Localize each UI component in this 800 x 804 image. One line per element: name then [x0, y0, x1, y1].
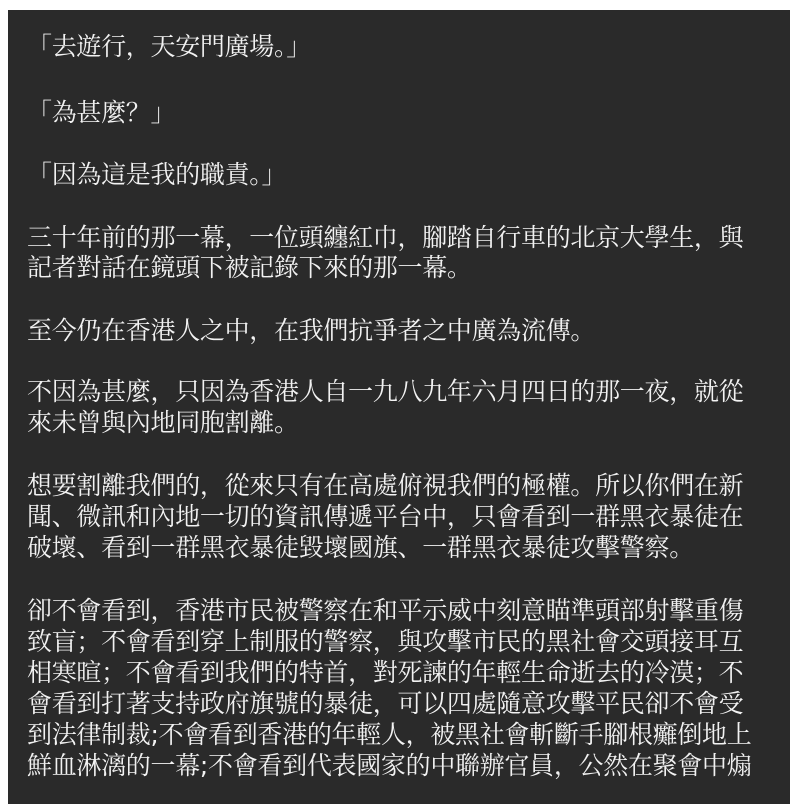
text-line: 「去遊行，天安門廣場。」	[27, 32, 311, 61]
text-line: 「因為這是我的職責。」	[27, 160, 287, 189]
dark-text-panel	[8, 10, 790, 804]
text-line: 聞、微訊和內地一切的資訊傳遞平台中，只會看到一群黑衣暴徒在	[27, 502, 744, 531]
text-line: 卻不會看到，香港市民被警察在和平示威中刻意瞄準頭部射擊重傷	[27, 596, 744, 625]
text-line: 記者對話在鏡頭下被記錄下來的那一幕。	[27, 253, 472, 282]
text-line: 到法律制裁;不會看到香港的年輕人，被黑社會斬斷手腳根癱倒地上	[27, 720, 752, 749]
text-line: 不因為甚麼，只因為香港人自一九八九年六月四日的那一夜，就從	[27, 377, 744, 406]
text-line: 三十年前的那一幕，一位頭纏紅巾，腳踏自行車的北京大學生，與	[27, 223, 744, 252]
text-line: 至今仍在香港人之中，在我們抗爭者之中廣為流傳。	[27, 316, 596, 345]
text-line: 致盲；不會看到穿上制服的警察，與攻擊市民的黑社會交頭接耳互	[27, 627, 744, 656]
text-line: 想要割離我們的，從來只有在高處俯視我們的極權。所以你們在新	[27, 471, 744, 500]
text-line: 相寒暄；不會看到我們的特首，對死諫的年輕生命逝去的冷漠；不	[27, 658, 744, 687]
text-line: 「為甚麼？」	[27, 98, 176, 127]
text-line: 來未曾與內地同胞割離。	[27, 408, 299, 437]
text-line: 破壞、看到一群黑衣暴徒毀壞國旗、一群黑衣暴徒攻擊警察。	[27, 533, 694, 562]
text-line: 鮮血淋漓的一幕;不會看到代表國家的中聯辦官員，公然在聚會中煽	[27, 751, 752, 780]
text-line: 會看到打著支持政府旗號的暴徒，可以四處隨意攻擊平民卻不會受	[27, 689, 744, 718]
